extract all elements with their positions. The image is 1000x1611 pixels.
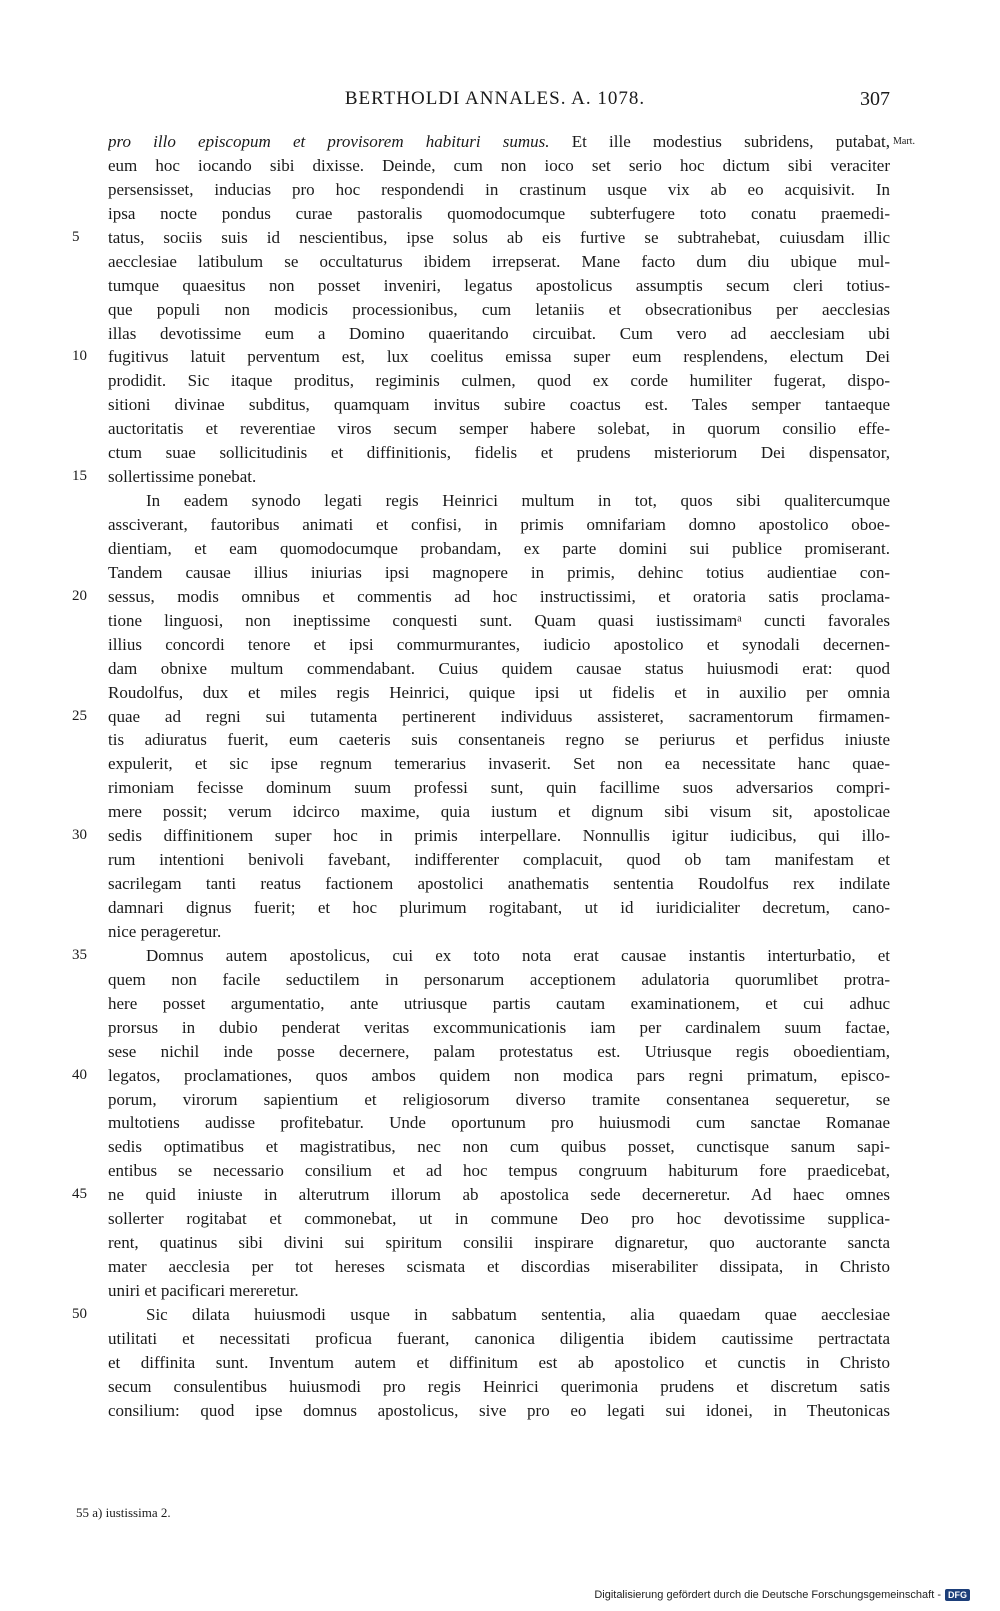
line-number: 5	[72, 228, 80, 245]
text-line	[0, 1255, 1000, 1279]
line-text: tumque quaesitus non posset inveniri, legatus apostolicus assumptis secum cleri totius-	[108, 275, 890, 295]
line-text: Roudolfus, dux et miles regis Heinrici, quique ipsi ut fidelis et in auxilio per omnia	[108, 682, 890, 702]
line-text: tione linguosi, non ineptissime conquesti sunt. Quam quasi iustissimamᵃ cuncti favorales	[108, 610, 890, 630]
line-text: uniri et pacificari mereretur.	[108, 1281, 299, 1300]
line-text: dam obnixe multum commendabant. Cuius quidem causae status huiusmodi erat: quod	[108, 658, 890, 678]
text-line	[0, 1088, 1000, 1112]
text-line	[0, 1327, 1000, 1351]
line-text: sese nichil inde posse decernere, palam protestatus est. Utriusque regis oboedientiam,	[108, 1041, 890, 1061]
text-line	[0, 202, 1000, 226]
text-line	[0, 537, 1000, 561]
line-text: quae ad regni sui tutamenta pertinerent individuus assisteret, sacramentorum firmamen-	[108, 706, 890, 726]
text-line	[0, 609, 1000, 633]
text-line	[0, 417, 1000, 441]
text-line	[0, 1135, 1000, 1159]
text-line	[0, 441, 1000, 465]
footer-credit	[594, 1589, 970, 1601]
line-number: 20	[72, 587, 87, 604]
line-text: sitioni divinae subditus, quamquam invitus subire coactus est. Tales semper tantaeque	[108, 395, 890, 415]
text-line	[0, 1016, 1000, 1040]
text-line	[0, 872, 1000, 896]
text-line	[0, 298, 1000, 322]
text-line	[0, 728, 1000, 752]
text-line	[0, 896, 1000, 920]
line-text: dientiam, et eam quomodocumque probandam, ex parte domini sui publice promiserant.	[108, 538, 890, 558]
text-line	[0, 752, 1000, 776]
margin-note: Mart.	[893, 136, 915, 147]
text-line	[0, 1279, 1000, 1303]
line-text: sacrilegam tanti reatus factionem apostolici anathematis sententia Roudolfus rex indilate	[108, 874, 890, 894]
line-text: entibus se necessario consilium et ad hoc tempus congruum habiturum fore praedicebat,	[108, 1161, 890, 1181]
line-text: tis adiuratus fuerit, eum caeteris suis consentaneis regno se periurus et perfidus iniuste	[108, 730, 890, 750]
text-line	[0, 1159, 1000, 1183]
text-line	[0, 633, 1000, 657]
text-line	[0, 489, 1000, 513]
line-number: 45	[72, 1186, 87, 1203]
line-text: et diffinita sunt. Inventum autem et diffinitum est ab apostolico et cunctis in Christo	[108, 1352, 890, 1372]
page-number: 307	[860, 88, 890, 110]
line-text: rent, quatinus sibi divini sui spiritum consilii inspirare dignaretur, quo auctorante sancta	[108, 1233, 890, 1253]
line-text: aecclesiae latibulum se occultaturus ibidem irrepserat. Mane facto dum diu ubique mul-	[108, 251, 890, 271]
line-text: sedis diffinitionem super hoc in primis interpellare. Nonnullis igitur iudicibus, qui illo-	[108, 826, 890, 846]
text-line	[0, 944, 1000, 968]
text-line	[0, 130, 1000, 154]
dfg-logo: DFG	[945, 1589, 970, 1601]
line-text	[108, 130, 890, 154]
line-text: consilium: quod ipse domnus apostolicus, sive pro eo legati sui idonei, in Theutonicas	[108, 1400, 890, 1420]
line-number: 15	[72, 468, 87, 485]
footnote: 55 a) iustissima 2.	[76, 1505, 171, 1520]
line-text: Domnus autem apostolicus, cui ex toto nota erat causae instantis interturbatio, et	[146, 945, 890, 965]
line-text: illius concordi tenore et ipsi commurmurantes, iudicio apostolico et synodali decernen-	[108, 634, 890, 654]
text-line	[0, 1040, 1000, 1064]
text-line	[0, 393, 1000, 417]
line-text: porum, virorum sapientium et religiosorum diverso tramite consentanea sequeretur, se	[108, 1089, 890, 1109]
text-line	[0, 705, 1000, 729]
text-line	[0, 1351, 1000, 1375]
line-text: sessus, modis omnibus et commentis ad hoc instructissimi, et oratoria satis proclama-	[108, 586, 890, 606]
line-number: 35	[72, 946, 87, 963]
text-line	[0, 274, 1000, 298]
text-line	[0, 1231, 1000, 1255]
footer-text: Digitalisierung gefördert durch die Deutsche Forschungsgemeinschaft -	[594, 1589, 941, 1601]
text-line	[0, 345, 1000, 369]
text-line	[0, 657, 1000, 681]
line-number: 30	[72, 827, 87, 844]
text-line	[0, 800, 1000, 824]
text-line	[0, 1375, 1000, 1399]
text-line	[0, 369, 1000, 393]
line-text: nice perageretur.	[108, 921, 222, 941]
body-text	[0, 130, 1000, 1423]
line-text: eum hoc iocando sibi dixisse. Deinde, cum non ioco set serio hoc dictum sibi veraciter	[108, 155, 890, 175]
line-text: rimoniam fecisse dominum suum professi sunt, quin facillime suos adversarios compri-	[108, 778, 890, 798]
line-text: rum intentioni benivoli favebant, indifferenter complacuit, quod ob tam manifestam et	[108, 850, 890, 870]
line-text: mater aecclesia per tot hereses scismata et discordias miserabiliter dissipata, in Christo	[108, 1257, 890, 1277]
text-line	[0, 1064, 1000, 1088]
text-line	[0, 992, 1000, 1016]
text-line	[0, 154, 1000, 178]
line-text: sedis optimatibus et magistratibus, nec non cum quibus posset, cunctisque sanum sapi-	[108, 1137, 890, 1157]
line-text: ne quid iniuste in alterutrum illorum ab apostolica sede decerneretur. Ad haec omnes	[108, 1185, 890, 1205]
text-line	[0, 250, 1000, 274]
line-text: fugitivus latuit perventum est, lux coelitus emissa super eum resplendens, electum Dei	[108, 347, 890, 367]
line-text: illas devotissime eum a Domino quaeritando circuibat. Cum vero ad aecclesiam ubi	[108, 323, 890, 343]
text-line	[0, 513, 1000, 537]
text-line	[0, 561, 1000, 585]
line-text: In eadem synodo legati regis Heinrici multum in tot, quos sibi qualitercumque	[146, 491, 890, 511]
line-text: legatos, proclamationes, quos ambos quidem non modica pars regni primatum, episco-	[108, 1065, 890, 1085]
line-text: ctum suae sollicitudinis et diffinitionis, fidelis et prudens misteriorum Dei dispensator,	[108, 443, 890, 463]
text-line	[0, 824, 1000, 848]
text-line	[0, 226, 1000, 250]
line-text: quem non facile seductilem in personarum acceptionem adulatoria quorumlibet protra-	[108, 969, 890, 989]
text-line	[0, 776, 1000, 800]
text-line	[0, 322, 1000, 346]
line-text: assciverant, fautoribus animati et confisi, in primis omnifariam domno apostolico oboe-	[108, 515, 890, 534]
line-text: prorsus in dubio penderat veritas excommunicationis iam per cardinalem suum factae,	[108, 1017, 890, 1037]
line-number: 50	[72, 1305, 87, 1322]
line-text: sollerter rogitabat et commonebat, ut in commune Deo pro hoc devotissime supplica-	[108, 1209, 890, 1229]
line-text: damnari dignus fuerit; et hoc plurimum rogitabant, ut id iuridicialiter decretum, cano-	[108, 898, 890, 917]
text-line	[0, 1303, 1000, 1327]
text-line	[0, 1399, 1000, 1423]
line-number: 10	[72, 348, 87, 365]
page-header	[100, 88, 890, 118]
italic-phrase: pro illo episcopum et provisorem habituri sumus.	[108, 132, 550, 151]
line-text: multotiens audisse profitebatur. Unde oportunum pro huiusmodi cum sanctae Romanae	[108, 1113, 890, 1133]
line-text: tatus, sociis suis id nescientibus, ipse solus ab eis furtive se subtrahebat, cuiusdam illic	[108, 227, 890, 247]
line-text: que populi non modicis processionibus, cum letaniis et obsecrationibus per aecclesias	[108, 299, 890, 319]
line-text: auctoritatis et reverentiae viros secum semper habere solebat, in quorum consilio effe-	[108, 419, 890, 439]
line-number: 25	[72, 707, 87, 724]
line-text: here posset argumentatio, ante utriusque partis cautam examinationem, et cui adhuc	[108, 993, 890, 1013]
line-text: prodidit. Sic itaque proditus, regiminis culmen, quod ex corde humiliter fugerat, dispo-	[108, 371, 890, 391]
text-line	[0, 968, 1000, 992]
text-line	[0, 1183, 1000, 1207]
line-text: sollertissime ponebat.	[108, 467, 257, 487]
text-line	[0, 920, 1000, 944]
running-head: BERTHOLDI ANNALES. A. 1078.	[344, 88, 646, 109]
text-line	[0, 681, 1000, 705]
line-text: utilitati et necessitati proficua fuerant, canonica diligentia ibidem cautissime pertractata	[108, 1328, 890, 1348]
line-text: ipsa nocte pondus curae pastoralis quomodocumque subterfugere toto conatu praemedi-	[108, 203, 890, 223]
text-line	[0, 1111, 1000, 1135]
line-text: secum consulentibus huiusmodi pro regis Heinrici querimonia prudens et discretum satis	[108, 1376, 890, 1396]
text-line	[0, 1207, 1000, 1231]
line-text: mere possit; verum idcirco maxime, quia iustum et dignum sibi visum sit, apostolicae	[108, 802, 890, 822]
line-text-rest: Et ille modestius subridens, putabat,	[549, 132, 890, 151]
line-text: expulerit, et sic ipse regnum temerarius invaserit. Set non ea necessitate hanc quae-	[108, 754, 890, 774]
line-text: Tandem causae illius iniurias ipsi magnopere in primis, dehinc totius audientiae con-	[108, 562, 890, 582]
text-line	[0, 585, 1000, 609]
text-line	[0, 178, 1000, 202]
line-text: Sic dilata huiusmodi usque in sabbatum sententia, alia quaedam quae aecclesiae	[146, 1304, 890, 1324]
line-text: persensisset, inducias pro hoc respondendi in crastinum usque vix ab eo acquisivit. In	[108, 179, 890, 199]
line-number: 40	[72, 1066, 87, 1083]
text-line	[0, 465, 1000, 489]
text-line	[0, 848, 1000, 872]
